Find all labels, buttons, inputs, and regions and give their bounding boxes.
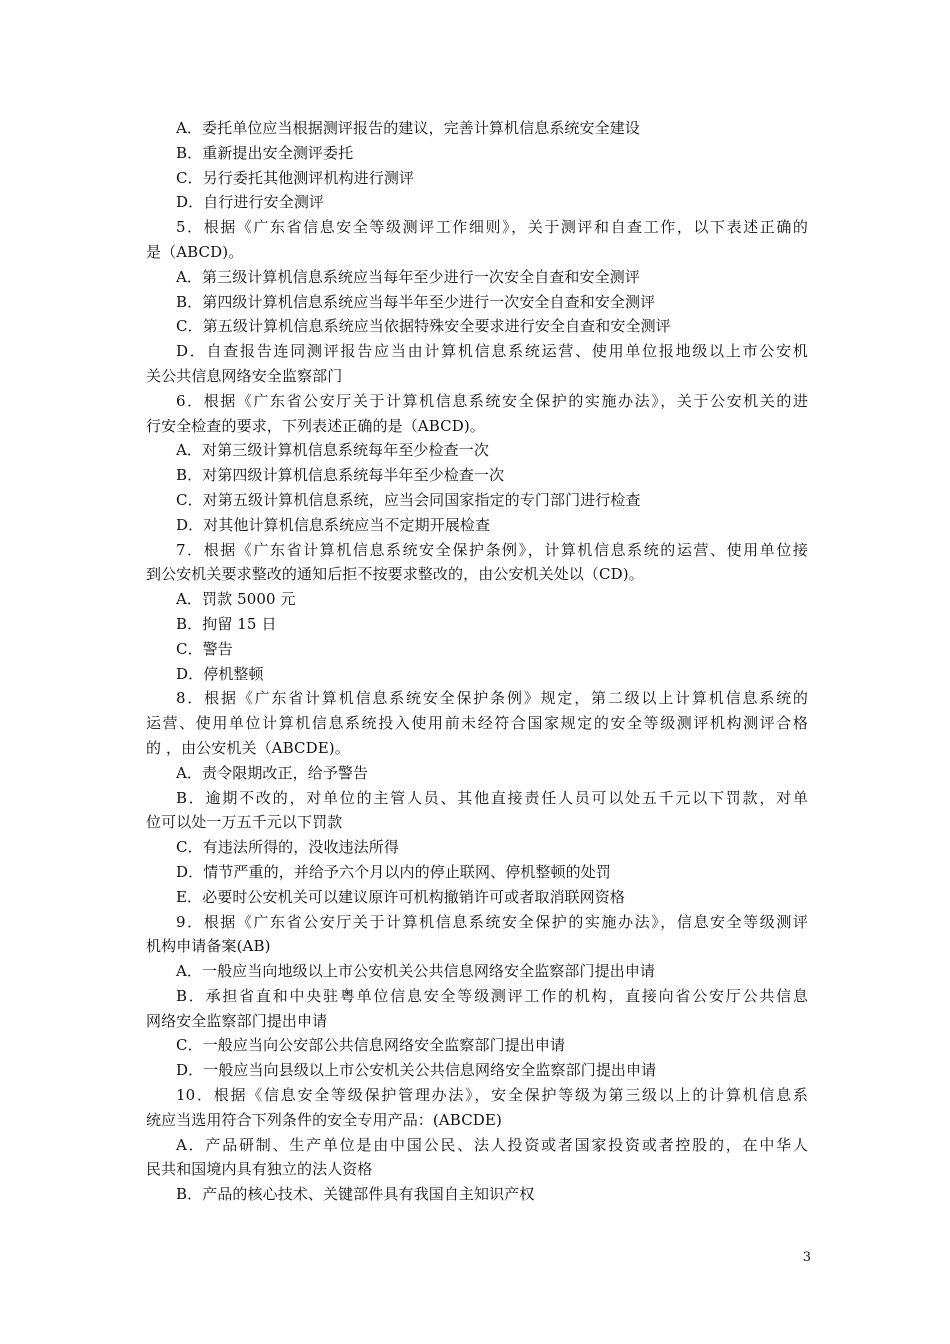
text-line: C．警告 <box>176 639 233 658</box>
text-line: A．责令限期改正，给予警告 <box>176 763 369 782</box>
text-line: B．拘留 15 日 <box>176 614 277 633</box>
text-line: B．对第四级计算机信息系统每半年至少检查一次 <box>176 466 505 485</box>
text-line: 9．根据《广东省公安厅关于计算机信息系统安全保护的实施办法》，信息安全等级测评 <box>176 912 808 931</box>
text-line: 网络安全监察部门提出申请 <box>146 1011 328 1030</box>
document-body <box>146 116 808 1207</box>
text-line: A．第三级计算机信息系统应当每年至少进行一次安全自查和安全测评 <box>176 267 640 286</box>
text-line: 行安全检查的要求，下列表述正确的是（ABCD)。 <box>146 416 485 435</box>
text-line: C．对第五级计算机信息系统，应当会同国家指定的专门部门进行检查 <box>176 490 641 509</box>
text-line: B．承担省直和中央驻粤单位信息安全等级测评工作的机构，直接向省公安厅公共信息 <box>176 986 808 1005</box>
text-line: 到公安机关要求整改的通知后拒不按要求整改的，由公安机关处以（CD)。 <box>146 565 644 584</box>
text-line: B．重新提出安全测评委托 <box>176 143 354 162</box>
text-line: C．第五级计算机信息系统应当依据特殊安全要求进行安全自查和安全测评 <box>176 317 671 336</box>
text-line: A．委托单位应当根据测评报告的建议，完善计算机信息系统安全建设 <box>176 119 640 137</box>
text-line: B．第四级计算机信息系统应当每半年至少进行一次安全自查和安全测评 <box>176 292 656 311</box>
text-line: C．有违法所得的，没收违法所得 <box>176 838 399 857</box>
text-line: A．一般应当向地级以上市公安机关公共信息网络安全监察部门提出申请 <box>176 962 656 981</box>
text-line: 7．根据《广东省计算机信息系统安全保护条例》，计算机信息系统的运营、使用单位接 <box>176 540 808 559</box>
text-line: 关公共信息网络安全监察部门 <box>146 366 343 385</box>
text-line: 机构申请备案(AB) <box>146 937 271 956</box>
text-line: D．自行进行安全测评 <box>176 193 325 212</box>
text-line: A．对第三级计算机信息系统每年至少检查一次 <box>176 441 489 460</box>
text-line: 的 ，由公安机关（ABCDE)。 <box>146 738 350 757</box>
text-line: D．对其他计算机信息系统应当不定期开展检查 <box>176 515 491 534</box>
text-line: 10．根据《信息安全等级保护管理办法》，安全保护等级为第三级以上的计算机信息系 <box>176 1086 808 1105</box>
text-line: 统应当选用符合下列条件的安全专用产品：(ABCDE) <box>146 1110 502 1129</box>
text-line: 6．根据《广东省公安厅关于计算机信息系统安全保护的实施办法》，关于公安机关的进 <box>176 391 808 410</box>
text-line: D．自查报告连同测评报告应当由计算机信息系统运营、使用单位报地级以上市公安机 <box>176 342 808 361</box>
text-line: 8．根据《广东省计算机信息系统安全保护条例》规定，第二级以上计算机信息系统的 <box>176 689 808 708</box>
text-line: E．必要时公安机关可以建议原许可机构撤销许可或者取消联网资格 <box>176 887 625 906</box>
text-line: A．罚款 5000 元 <box>176 590 296 609</box>
text-line: 5．根据《广东省信息安全等级测评工作细则》，关于测评和自查工作，以下表述正确的 <box>176 218 808 237</box>
text-line: D．情节严重的，并给予六个月以内的停止联网、停机整顿的处罚 <box>176 862 611 881</box>
text-line: C．另行委托其他测评机构进行测评 <box>176 168 415 187</box>
text-line: C．一般应当向公安部公共信息网络安全监察部门提出申请 <box>176 1036 566 1055</box>
text-line: A．产品研制、生产单位是由中国公民、法人投资或者国家投资或者控股的，在中华人 <box>176 1135 808 1154</box>
text-line: D．一般应当向县级以上市公安机关公共信息网络安全监察部门提出申请 <box>176 1061 657 1080</box>
text-line: B．逾期不改的，对单位的主管人员、其他直接责任人员可以处五千元以下罚款，对单 <box>176 788 808 807</box>
text-line: 是（ABCD)。 <box>146 242 244 261</box>
text-line: B．产品的核心技术、关键部件具有我国自主知识产权 <box>176 1185 535 1204</box>
text-line: 民共和国境内具有独立的法人资格 <box>146 1160 373 1179</box>
text-line: 位可以处一万五千元以下罚款 <box>146 813 343 832</box>
text-line: D．停机整顿 <box>176 664 264 683</box>
text-line: 运营、使用单位计算机信息系统投入使用前未经符合国家规定的安全等级测评机构测评合格 <box>146 714 808 733</box>
page-number: 3 <box>802 1250 811 1265</box>
